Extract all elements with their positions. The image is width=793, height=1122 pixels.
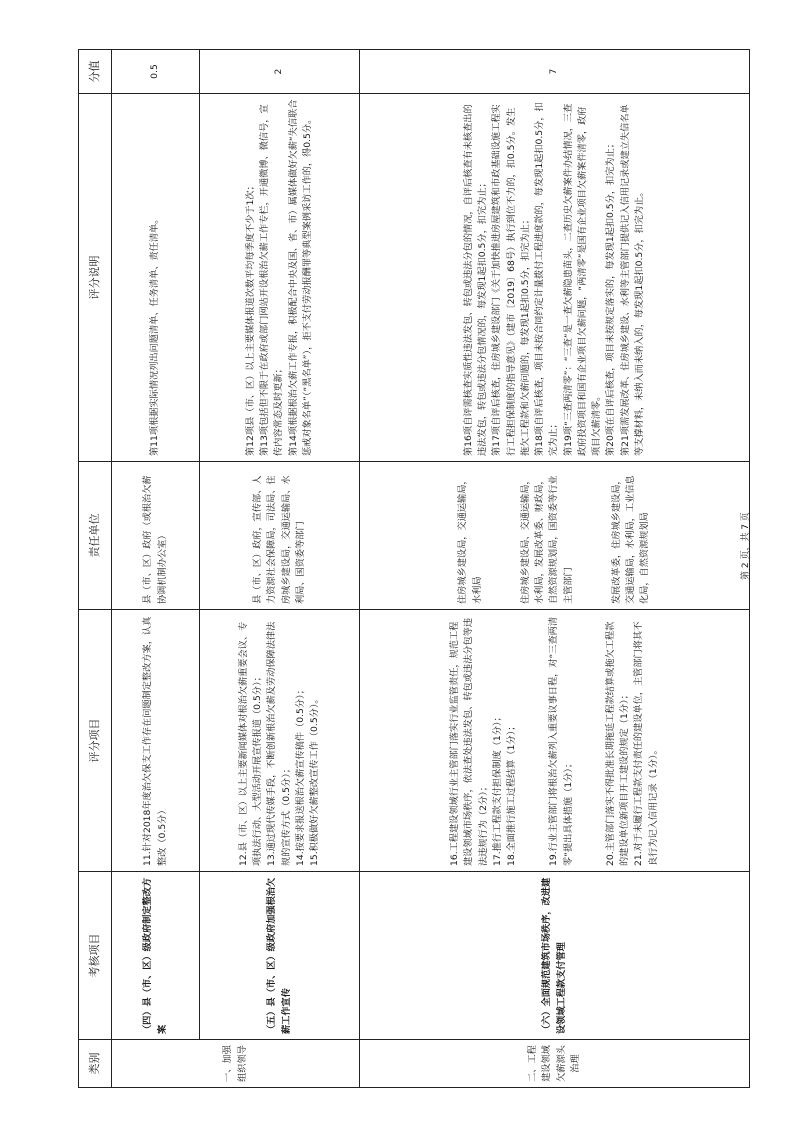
desc-line: 第11项根据实际情况列出问题清单、任务清单、责任清单。	[149, 214, 161, 456]
desc-line: 第16项自评需核查实质性违法发包、转包或违法分包的情况，自评后核查有未核查出的违法发包，转包或违法分包情况的，每发现1起扣0.5分，扣完为止；	[462, 104, 489, 456]
desc-line: 第12项县（市、区）以上主要媒体报道次数平均每季度不少于1次；	[244, 181, 256, 456]
eval-line: 13.通过现代传媒手段，不断创新根治欠薪及劳动保障法律法规的宣传方式（0.5分）；	[266, 621, 292, 866]
eval-line: 18.全面推行施工过程结算（1分）；	[506, 721, 518, 866]
desc-cell	[112, 94, 200, 462]
scoring-table	[78, 49, 750, 1088]
header-eval: 评分项目	[79, 610, 112, 872]
desc-line: 第13项包括但不限于在政府或部门网站开设根治欠薪工作专栏，开通微博、微信号，宣传内容常态及时更新；	[259, 104, 285, 456]
eval-cell	[112, 610, 200, 872]
eval-cell	[200, 610, 360, 872]
table-row	[200, 50, 360, 1088]
header-category: 类别	[79, 1040, 112, 1088]
item-cell: （六）全面规范建筑市场秩序，改进建设领域工程款支付管理	[360, 872, 750, 1040]
item-cell: （四）县（市、区）级政府制定整改方案	[112, 872, 200, 1040]
eval-line: 11.针对2018年度治欠保支工作存在问题制定整改方案，认真整改（0.5分）	[142, 616, 168, 866]
eval-line: 12.县（市、区）以上主要新闻媒体对根治欠薪重要会议、专项执法行动、大型活动开展宣传报道（0.5分）；	[237, 621, 263, 866]
eval-line: 14.按要求报送根治欠薪宣传稿件（0.5分）；	[294, 685, 306, 866]
rotated-table-container	[78, 50, 743, 1088]
item-cell: （五）县（市、区）级政府加强根治欠薪工作宣传	[200, 872, 360, 1040]
category-cell-2: 二、工程建设领域欠薪源头治理	[360, 1040, 750, 1088]
eval-cell	[360, 610, 750, 872]
desc-line: 第19项“三查两清零”：“三查”是一查欠薪隐患苗头，二查历史欠薪案件办结情况，三查政府投资项目和国有企业项目欠薪问题，“两清零”是国有企业项目欠薪案件清零，政府项目欠薪清零。	[562, 103, 603, 456]
eval-line: 17.推行工程款支付担保制度（1分）；	[491, 712, 503, 866]
desc-line: 第14项根据根治欠薪工作专报，积极配合中央及国、省、市）属媒体做好欠薪“失信联合惩戒对象名单”（“黑名单”），拒不支付劳动报酬罪等典型案例采访工作的，得0.5分。	[287, 99, 313, 456]
score-cell: 0.5	[112, 50, 200, 94]
category-cell-1: 一、加强组织领导	[112, 1040, 360, 1088]
eval-line: 15.积极做好欠薪整改宣传工作（0.5分）。	[309, 694, 320, 866]
desc-line: 第21项需发展改革、住房城乡建设、水利等主管部门提供记入信用记录或建立失信名单等支撑材料，未纳入而未纳入的，每发现1起扣0.5分，扣完为止。	[619, 104, 645, 456]
unit-cell: 县（市、区）政府（或根治欠薪协调机制办公室）	[112, 462, 200, 610]
desc-line: 第20项在自评后核查，项目未按规定落实的，每发现1起扣0.5分，扣完为止；	[605, 139, 617, 456]
desc-cell	[200, 94, 360, 462]
score-cell: 7	[360, 50, 750, 94]
eval-line: 16.工程建设领域行业主管部门落实行业监管责任，规范工程建设领域市场秩序，依法查处违法发包、转包或违法分包等违法违规行为（2分）；	[449, 617, 489, 866]
header-unit: 责任单位	[79, 462, 112, 610]
desc-cell	[360, 94, 750, 462]
desc-line: 第17项自评后核查，住房城乡建设部门《关于加快推进房屋建筑和市政基础设施工程实行工程担保制度的指导意见》（建市〔2019〕68号）执行到位不力的，扣0.5分。发生拖欠工程款和欠薪问题的，每发现1起扣0.5分，扣完为止；	[491, 104, 531, 456]
unit-line: 住房城乡建设局，交通运输局，水利局	[457, 475, 483, 604]
score-cell: 2	[200, 50, 360, 94]
header-score: 分值	[79, 50, 112, 94]
page-footer: 第 2 页，共 7 页	[741, 512, 751, 580]
unit-line: 住房城乡建设局、交通运输局，水利局，发展改革委、财政局，自然资源规划局，国资委等行业主管部门	[519, 475, 574, 604]
header-row	[79, 50, 112, 1088]
eval-line: 21.对于未履行工程款支付责任的建设单位，主管部门将其不良行为记入信用记录（1分）。	[633, 621, 659, 866]
header-desc: 评分说明	[79, 94, 112, 462]
desc-line: 第18项自评后核查，项目未按合同约定计量拨付工程进度款的，每发现1起扣0.5分，扣完为止；	[534, 102, 560, 456]
eval-line: 19.行业主管部门将根治欠薪列入重要议事日程，对“三查两清零”提出具体措施（1分）；	[548, 616, 574, 866]
unit-line: 发展改革委，住房城乡建设局，交通运输局，水利局，工业信息化局，自然资源规划局	[610, 475, 651, 604]
unit-cell	[360, 462, 750, 610]
header-item: 考核项目	[79, 872, 112, 1040]
eval-line: 20.主管部门落实不得批准长期拖延工程款结算或拖欠工程款的建设单位新项目开工建设的规定（1分）；	[604, 621, 631, 866]
table-row	[360, 50, 750, 1088]
unit-cell: 县（市、区）政府，宣传部、人力资源社会保障局，司法局、住房城乡建设局，交通运输局、水利局、国资委等部门	[200, 462, 360, 610]
table-row	[112, 50, 200, 1088]
